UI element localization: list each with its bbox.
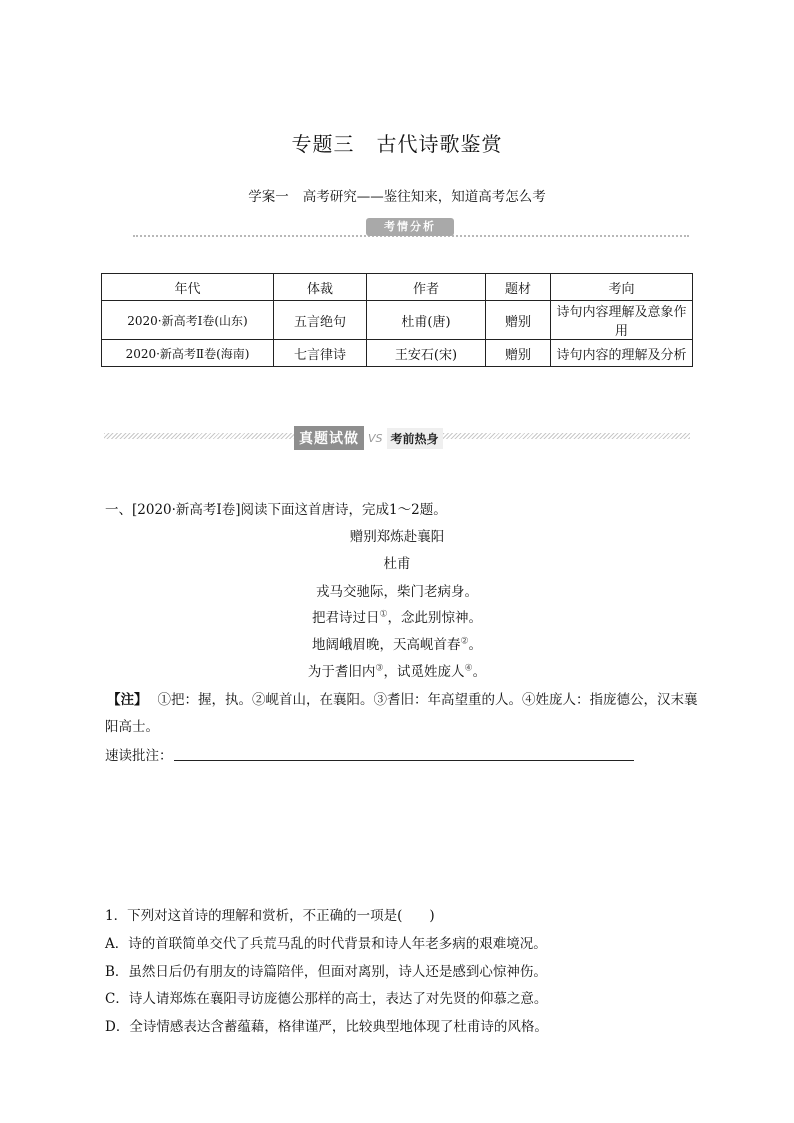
subtitle-label: 学案一 [248,189,289,205]
table-cell: 杜甫(唐) [367,301,486,340]
table-cell: 七言律诗 [274,340,367,367]
topic-title: 古代诗歌鉴赏 [376,132,503,156]
table-cell: 2020·新高考Ⅰ卷(山东) [102,301,274,340]
poem-text: ，试觅姓庞人 [383,664,465,680]
table-cell: 赠别 [486,301,551,340]
footnote-mark: ③ [375,663,384,674]
col-header-year: 年代 [102,274,274,301]
option-a: A．诗的首联简单交代了兵荒马乱的时代背景和诗人年老多病的艰难境况。 [105,936,547,952]
poem-author: 杜甫 [383,556,411,572]
col-header-theme: 题材 [486,274,551,301]
page-subtitle [0,185,794,205]
footnote-mark: ① [379,609,388,620]
poem-line-1: 戎马交驰际，柴门老病身。 [316,584,478,600]
poem-text: 把君诗过日 [311,610,380,626]
topic-label: 专题三 [291,132,355,156]
exam-analysis-table [101,273,693,367]
poem-line-2 [0,606,794,626]
footnote-mark: ② [460,636,469,647]
poem-text: 。 [472,664,487,680]
poem-line-4 [0,660,794,680]
question-1-stem: 1．下列对这首诗的理解和赏析，不正确的一项是( ) [105,908,435,924]
note-line-2: 阳高士。 [105,719,159,735]
table-cell: 五言绝句 [274,301,367,340]
speed-read-answer-line[interactable] [174,760,634,761]
footnote-mark: ④ [464,663,473,674]
poem-text: 为于耆旧内 [307,664,376,680]
note-line-1 [107,688,698,708]
table-cell: 2020·新高考Ⅱ卷(海南) [102,340,274,367]
note-text: ①把：握，执。②岘首山，在襄阳。③耆旧：年高望重的人。④姓庞人：指庞德公，汉末襄 [157,692,698,708]
practice-badge-right: 考前热身 [387,428,443,449]
section-badge: 考情分析 [366,218,454,236]
practice-badge [294,426,443,450]
table-cell: 诗句内容的理解及分析 [551,340,693,367]
practice-badge-left: 真题试做 [294,426,364,450]
option-b: B．虽然日后仍有朋友的诗篇陪伴，但面对离别，诗人还是感到心惊神伤。 [105,964,547,980]
page-title [0,128,794,157]
poem-title: 赠别郑炼赴襄阳 [349,529,445,545]
option-d: D．全诗情感表达含蓄蕴藉，格律谨严，比较典型地体现了杜甫诗的风格。 [105,1019,548,1035]
option-c: C．诗人请郑炼在襄阳寻访庞德公那样的高士，表达了对先贤的仰慕之意。 [105,991,548,1007]
col-header-focus: 考向 [551,274,693,301]
table-cell: 诗句内容理解及意象作用 [551,301,693,340]
poem-text: 。 [468,637,483,653]
note-label: 【注】 [107,692,148,708]
poem-line-3 [0,633,794,653]
speed-read-label: 速读批注： [105,748,173,764]
table-row [102,301,693,340]
poem-text: ，念此别惊神。 [387,610,483,626]
subtitle-text: 高考研究——鉴往知来，知道高考怎么考 [302,189,546,205]
table-cell: 王安石(宋) [367,340,486,367]
table-row [102,340,693,367]
table-cell: 赠别 [486,340,551,367]
question-intro: 一、[2020·新高考Ⅰ卷]阅读下面这首唐诗，完成1～2题。 [105,502,447,518]
vs-mark: VS [368,431,383,445]
table-header-row [102,274,693,301]
col-header-genre: 体裁 [274,274,367,301]
col-header-author: 作者 [367,274,486,301]
poem-text: 地阔峨眉晚，天高岘首春 [311,637,461,653]
